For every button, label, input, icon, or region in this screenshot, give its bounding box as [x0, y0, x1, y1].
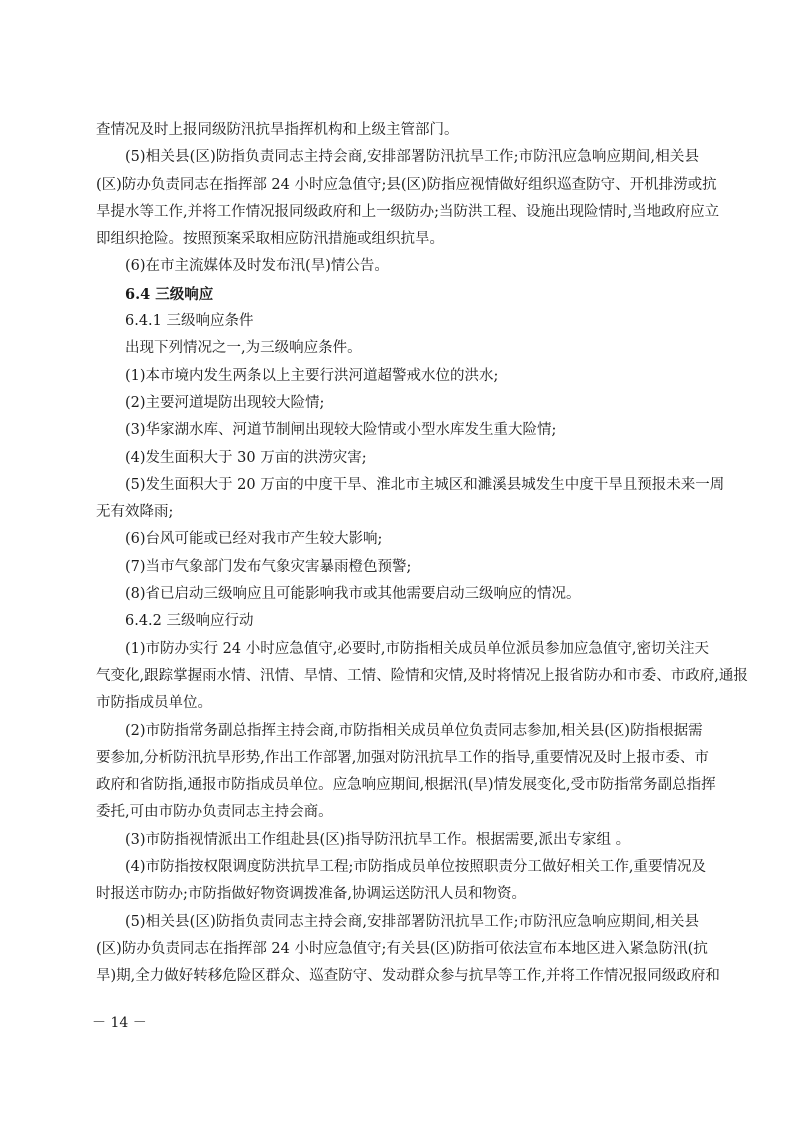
list-item: (7)当市气象部门发布气象灾害暴雨橙色预警; — [125, 558, 412, 575]
paragraph-line: 即组织抢险。按照预案采取相应防汛措施或组织抗旱。 — [96, 231, 444, 248]
paragraph-line: (区)防办负责同志在指挥部 24 小时应急值守;有关县(区)防指可依法宣布本地区进入紧急防汛(抗 — [96, 940, 708, 957]
list-item: (3)华家湖水库、河道节制闸出现较大险情或小型水库发生重大险情; — [125, 422, 557, 439]
paragraph-line: (3)市防指视情派出工作组赴县(区)指导防汛抗旱工作。根据需要,派出专家组 。 — [125, 831, 631, 848]
section-heading: 6.4 三级响应 — [125, 285, 214, 303]
paragraph-line: (5)相关县(区)防指负责同志主持会商,安排部署防汛抗旱工作;市防汛应急响应期间,相关县 — [125, 149, 699, 166]
paragraph-line: (1)市防办实行 24 小时应急值守,必要时,市防指相关成员单位派员参加应急值守,密切关注天 — [125, 640, 710, 657]
subsection-heading: 6.4.1 三级响应条件 — [125, 313, 254, 330]
subsection-heading: 6.4.2 三级响应行动 — [125, 613, 254, 630]
paragraph-line: (2)市防指常务副总指挥主持会商,市防指相关成员单位负责同志参加,相关县(区)防指根据需 — [125, 722, 703, 739]
list-item: (8)省已启动三级响应且可能影响我市或其他需要启动三级响应的情况。 — [125, 586, 581, 603]
paragraph-line: 时报送市防办;市防指做好物资调拨准备,协调运送防汛人员和物资。 — [96, 886, 526, 903]
list-item: (2)主要河道堤防出现较大险情; — [125, 394, 325, 411]
paragraph-line: 旱提水等工作,并将工作情况报同级政府和上一级防办;当防洪工程、设施出现险情时,当地政府应立 — [96, 203, 720, 220]
paragraph-line: 气变化,跟踪掌握雨水情、汛情、旱情、工情、险情和灾情,及时将情况上报省防办和市委、市政府,通报 — [96, 667, 748, 684]
paragraph-line: 政府和省防指,通报市防指成员单位。应急响应期间,根据汛(旱)情发展变化,受市防指常务副总指挥 — [96, 777, 716, 794]
list-item-continuation: 无有效降雨; — [96, 504, 174, 521]
list-item: (5)发生面积大于 20 万亩的中度干旱、淮北市主城区和濉溪县城发生中度干旱且预报未来一周 — [125, 476, 725, 493]
list-item: (4)发生面积大于 30 万亩的洪涝灾害; — [125, 449, 367, 466]
paragraph-line: 委托,可由市防办负责同志主持会商。 — [96, 804, 333, 821]
paragraph-line: 查情况及时上报同级防汛抗旱指挥机构和上级主管部门。 — [96, 122, 459, 138]
page-number: － 14 － — [92, 1015, 147, 1031]
paragraph-line: (6)在市主流媒体及时发布汛(旱)情公告。 — [125, 258, 389, 275]
paragraph-line: (区)防办负责同志在指挥部 24 小时应急值守;县(区)防指应视情做好组织巡查防守、开机排涝或抗 — [96, 176, 717, 193]
document-body — [96, 117, 748, 991]
paragraph-line: (5)相关县(区)防指负责同志主持会商,安排部署防汛抗旱工作;市防汛应急响应期间,相关县 — [125, 913, 699, 930]
paragraph-line: 旱)期,全力做好转移危险区群众、巡查防守、发动群众参与抗旱等工作,并将工作情况报同级政府和 — [96, 968, 720, 985]
list-item: (6)台风可能或已经对我市产生较大影响; — [125, 531, 383, 548]
list-item: (1)本市境内发生两条以上主要行洪河道超警戒水位的洪水; — [125, 367, 499, 384]
paragraph-line: 出现下列情况之一,为三级响应条件。 — [125, 340, 362, 357]
paragraph-line: (4)市防指按权限调度防洪抗旱工程;市防指成员单位按照职责分工做好相关工作,重要情况及 — [125, 859, 707, 876]
paragraph-line: 要参加,分析防汛抗旱形势,作出工作部署,加强对防汛抗旱工作的指导,重要情况及时上报市委、市 — [96, 749, 709, 766]
paragraph-line: 市防指成员单位。 — [96, 695, 212, 712]
